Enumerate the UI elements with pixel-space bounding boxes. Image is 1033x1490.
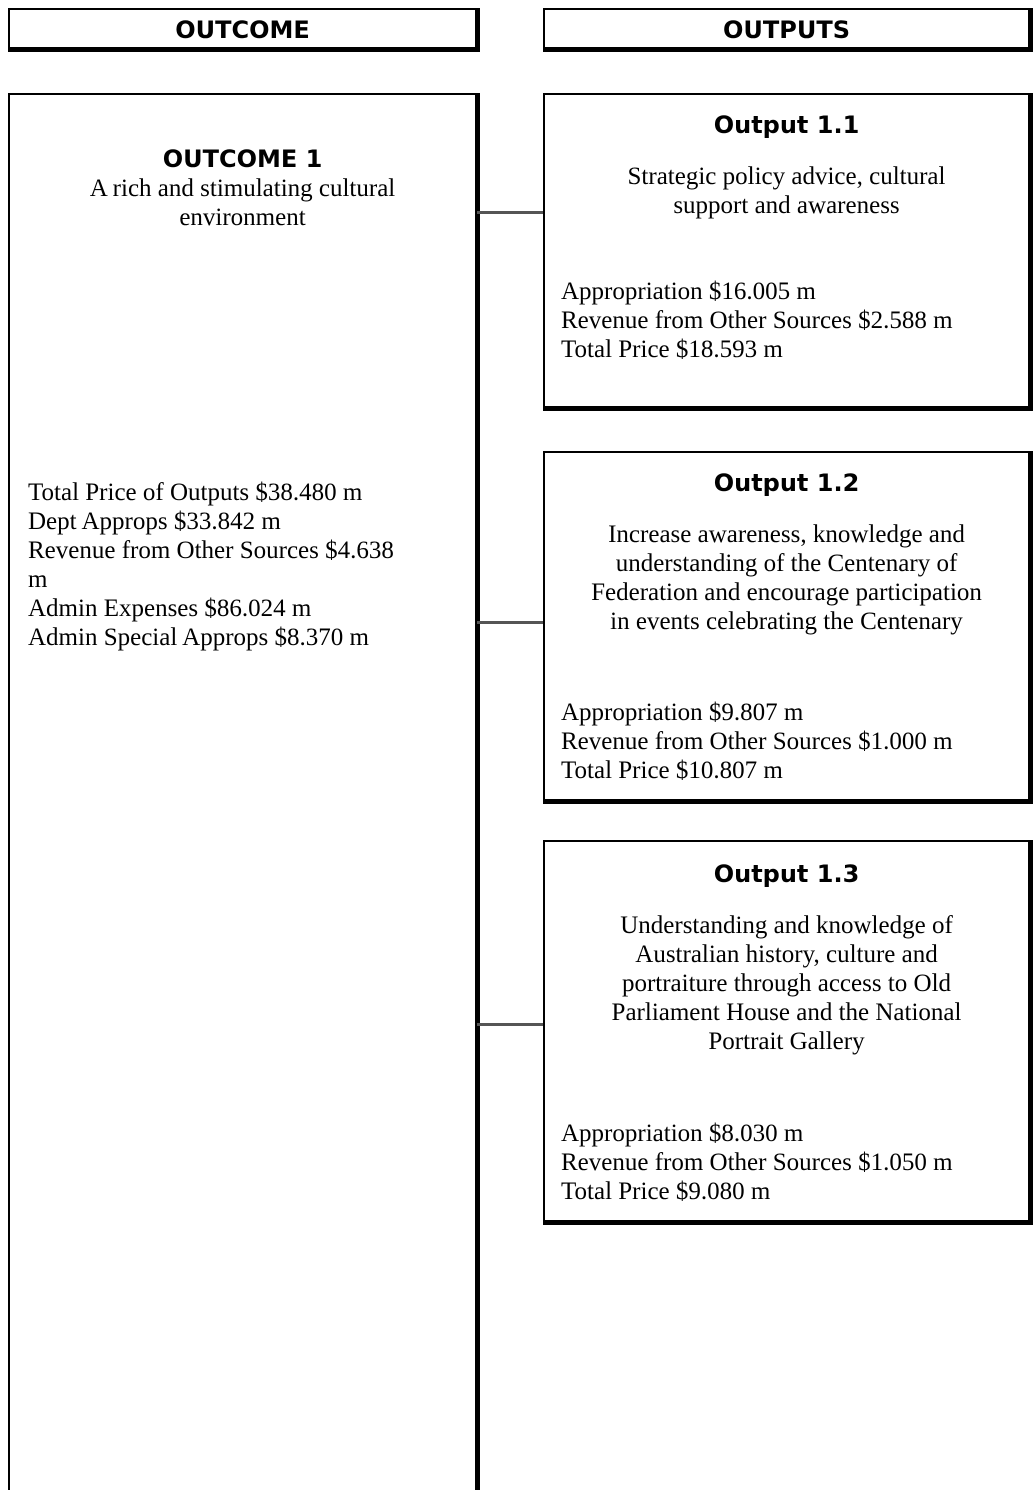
outcome-financial-line: Total Price of Outputs $38.480 m: [28, 479, 363, 506]
output-financial-line: Total Price $18.593 m: [561, 336, 783, 363]
connector-output-1-2: [477, 621, 546, 624]
outcome-financial-line: Admin Expenses $86.024 m: [28, 595, 312, 622]
outcome-financial-line: Revenue from Other Sources $4.638: [28, 537, 394, 564]
outcome-header-label: OUTCOME: [175, 16, 310, 44]
output-box-1-2: [543, 451, 1033, 804]
outcome-financial-line: m: [28, 566, 48, 593]
output-description-line: Strategic policy advice, cultural: [627, 163, 946, 190]
output-financial-line: Appropriation $8.030 m: [561, 1120, 804, 1147]
output-description-line: Parliament House and the National: [611, 999, 962, 1026]
output-title: Output 1.1: [713, 111, 860, 139]
output-description-line: Understanding and knowledge of: [620, 912, 953, 939]
output-financial-line: Total Price $10.807 m: [561, 757, 783, 784]
output-box-1-1: [543, 93, 1033, 411]
outcome-header: [8, 8, 480, 52]
outcome-description-line: environment: [179, 204, 306, 231]
output-title: Output 1.3: [713, 860, 860, 888]
output-description-line: in events celebrating the Centenary: [610, 608, 963, 635]
output-financial-line: Revenue from Other Sources $2.588 m: [561, 307, 953, 334]
output-description: [545, 911, 1028, 1056]
outcome-box: [8, 93, 480, 1490]
output-description-line: Portrait Gallery: [708, 1028, 865, 1055]
output-description: [545, 162, 1028, 220]
output-title: Output 1.2: [713, 469, 860, 497]
output-financial-line: Total Price $9.080 m: [561, 1178, 771, 1205]
outcome-financials: [28, 478, 394, 652]
outputs-header-label: OUTPUTS: [723, 16, 850, 44]
output-financials: [561, 277, 953, 364]
output-financials: [561, 698, 953, 785]
outcome-description: [10, 174, 475, 232]
output-financial-line: Revenue from Other Sources $1.000 m: [561, 728, 953, 755]
output-description-line: Australian history, culture and: [635, 941, 938, 968]
output-financial-line: Appropriation $9.807 m: [561, 699, 804, 726]
output-description-line: support and awareness: [673, 192, 900, 219]
outcome-financial-line: Dept Approps $33.842 m: [28, 508, 281, 535]
output-description: [545, 520, 1028, 636]
output-description-line: understanding of the Centenary of: [615, 550, 958, 577]
output-financials: [561, 1119, 953, 1206]
connector-output-1-1: [477, 211, 546, 214]
outcome-title: OUTCOME 1: [162, 145, 323, 173]
output-financial-line: Appropriation $16.005 m: [561, 278, 816, 305]
outcome-financial-line: Admin Special Approps $8.370 m: [28, 624, 369, 651]
output-description-line: portraiture through access to Old: [621, 970, 952, 997]
output-financial-line: Revenue from Other Sources $1.050 m: [561, 1149, 953, 1176]
output-description-line: Federation and encourage participation: [591, 579, 982, 606]
connector-output-1-3: [477, 1023, 546, 1026]
output-box-1-3: [543, 840, 1033, 1225]
output-description-line: Increase awareness, knowledge and: [608, 521, 965, 548]
outputs-header: [543, 8, 1033, 52]
outcome-description-line: A rich and stimulating cultural: [89, 175, 396, 202]
